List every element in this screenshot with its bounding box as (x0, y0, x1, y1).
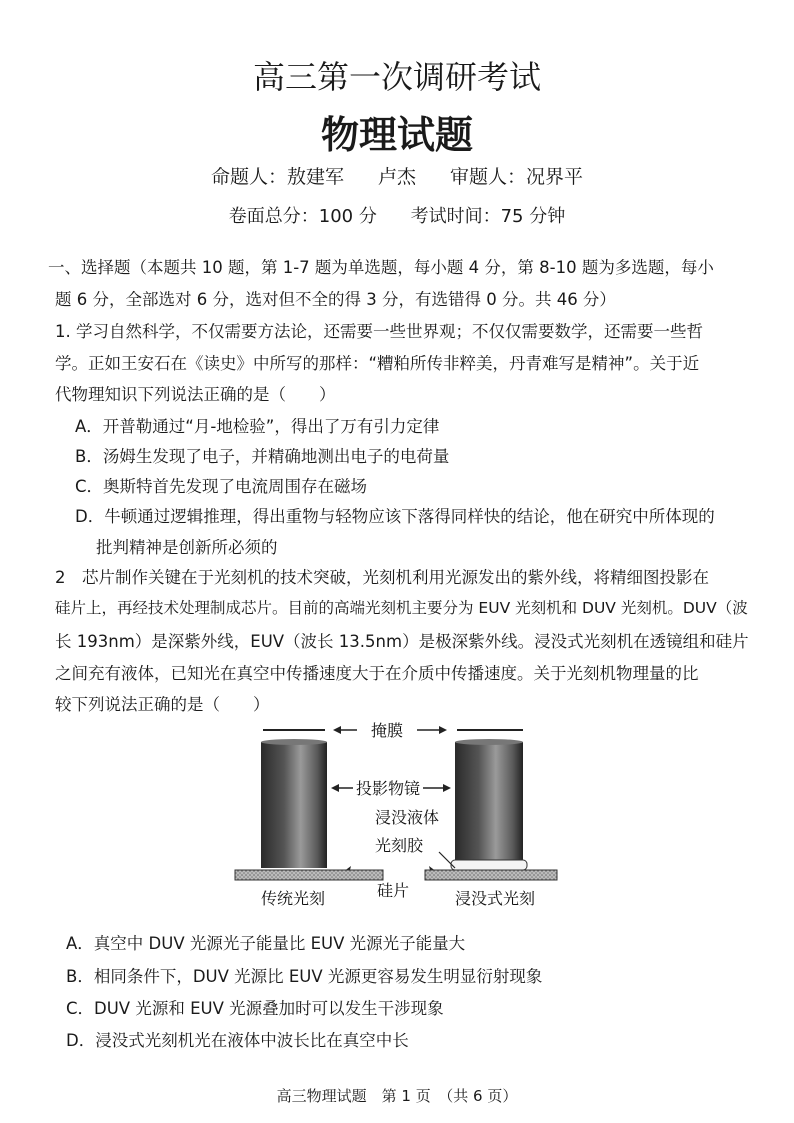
q1-option-d-line2: 批判精神是创新所必须的 (96, 538, 278, 557)
label-lens: 投影物镜 (355, 779, 421, 798)
reviewer-name: 况界平 (526, 166, 584, 188)
section-heading-line1: 一、选择题（本题共 10 题，第 1-7 题为单选题，每小题 4 分，第 8-10 题为多选题，每小 (48, 258, 714, 277)
q1-option-d-line1: D．牛顿通过逻辑推理，得出重物与轻物应该下落得同样快的结论，他在研究中所体现的 (75, 507, 715, 526)
q1-option-c: C．奥斯特首先发现了电流周围存在磁场 (75, 477, 368, 496)
q2-option-c: C．DUV 光源和 EUV 光源叠加时可以发生干涉现象 (66, 999, 444, 1018)
mask-arrowhead-left (333, 726, 341, 734)
total-score: 卷面总分：100 分 (228, 206, 377, 227)
label-wafer: 硅片 (376, 881, 410, 900)
q2-stem-line4: 之间充有液体，已知光在真空中传播速度大于在介质中传播速度。关于光刻机物理量的比 (55, 664, 699, 683)
label-traditional: 传统光刻 (260, 889, 326, 908)
q2-stem-line3: 长 193nm）是深紫外线，EUV（波长 13.5nm）是极深紫外线。浸没式光刻机在透镜组和硅片 (55, 632, 749, 651)
q2-option-a: A．真空中 DUV 光源光子能量比 EUV 光源光子能量大 (66, 934, 466, 953)
liquid-leader (439, 852, 455, 868)
setter2-name: 卢杰 (377, 166, 416, 188)
authors-line (0, 162, 794, 189)
left-lens-cylinder (261, 742, 327, 868)
setter-label: 命题人： (210, 166, 287, 188)
setter-name: 敖建军 (286, 166, 344, 188)
page-footer: 高三物理试题 第 1 页 （共 6 页） (276, 1087, 518, 1105)
right-lens-top (455, 739, 523, 745)
exam-meta (0, 202, 794, 228)
reviewer-label: 审题人： (450, 166, 527, 188)
q1-option-a: A．开普勒通过“月-地检验”，得出了万有引力定律 (75, 417, 440, 436)
label-resist: 光刻胶 (374, 836, 424, 855)
lens-arrowhead-right (443, 784, 451, 792)
immersion-liquid (451, 860, 527, 870)
exam-duration: 考试时间：75 分钟 (410, 206, 566, 227)
right-wafer (425, 870, 557, 880)
label-mask: 掩膜 (370, 721, 404, 740)
q2-stem-line1: 2 芯片制作关键在于光刻机的技术突破，光刻机利用光源发出的紫外线，将精细图投影在 (55, 568, 709, 587)
q1-option-b: B．汤姆生发现了电子，并精确地测出电子的电荷量 (75, 447, 450, 466)
subject-title: 物理试题 (320, 112, 473, 157)
lens-arrowhead-left (331, 784, 339, 792)
q2-stem-line5: 较下列说法正确的是（ ） (55, 695, 270, 714)
q2-stem-line2: 硅片上，再经技术处理制成芯片。目前的高端光刻机主要分为 EUV 光刻机和 DUV 光刻机。DUV（波 (55, 599, 748, 617)
label-liquid: 浸没液体 (374, 808, 440, 827)
q2-option-d: D．浸没式光刻机光在液体中波长比在真空中长 (66, 1031, 409, 1050)
label-immersion: 浸没式光刻 (454, 889, 536, 908)
q1-stem-line2: 学。正如王安石在《读史》中所写的那样：“糟粕所传非粹美，丹青难写是精神”。关于近 (55, 354, 700, 373)
right-lens-cylinder (455, 742, 523, 860)
q1-stem-line3: 代物理知识下列说法正确的是（ ） (55, 385, 336, 404)
section-heading-line2: 题 6 分，全部选对 6 分，选对但不全的得 3 分，有选错得 0 分。共 46 分） (55, 290, 616, 309)
mask-arrowhead-right (439, 726, 447, 734)
left-lens-top (261, 739, 327, 745)
q2-option-b: B．相同条件下，DUV 光源比 EUV 光源更容易发生明显衍射现象 (66, 967, 543, 986)
exam-title: 高三第一次调研考试 (252, 58, 541, 96)
lithography-diagram (225, 718, 565, 918)
q1-stem-line1: 1. 学习自然科学，不仅需要方法论，还需要一些世界观；不仅仅需要数学，还需要一些哲 (55, 322, 703, 341)
left-wafer (235, 870, 383, 880)
